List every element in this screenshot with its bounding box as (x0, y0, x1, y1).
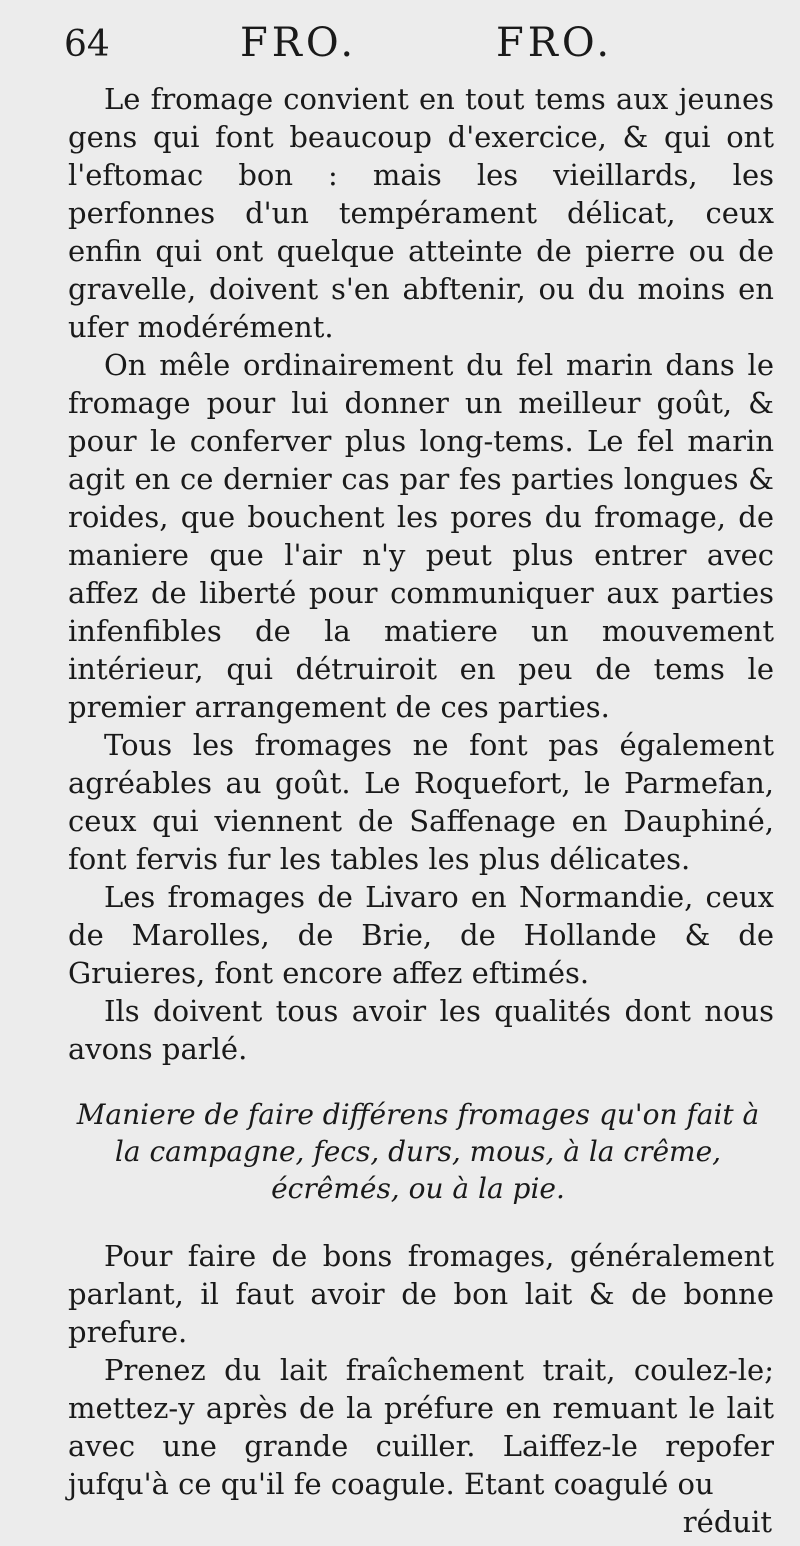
body-text-continued (68, 1237, 774, 1503)
paragraph: Le fromage convient en tout tems aux jeunes gens qui font beaucoup d'exercice, & qui ont l'eftomac bon : mais les vieillards, les perfonnes d'un tempérament délicat, ceux enfin qui ont quelque atteinte de pierre ou de gravelle, doivent s'en abftenir, ou du moins en ufer modérément. (68, 82, 774, 344)
body-text (68, 80, 774, 1068)
paragraph: Prenez du lait fraîchement trait, coulez-le; mettez-y après de la préfure en remuant le lait avec une grande cuiller. Laiffez-le repofer jufqu'à ce qu'il fe coagule. Etant coagulé ou (68, 1353, 774, 1501)
running-head-right: FRO. (496, 20, 614, 66)
paragraph: Tous les fromages ne font pas également agréables au goût. Le Roquefort, le Parmefan, ceux qui viennent de Saffenage en Dauphiné, font fervis fur les tables les plus délicates. (68, 728, 774, 876)
page-number: 64 (64, 24, 110, 65)
section-title: Maniere de faire différens fromages qu'on fait à la campagne, fecs, durs, mous, à la crême, écrêmés, ou à la pie. (76, 1098, 760, 1205)
paragraph: On mêle ordinairement du fel marin dans le fromage pour lui donner un meilleur goût, & pour le conferver plus long-tems. Le fel marin agit en ce dernier cas par fes parties longues & roides, que bouchent les pores du fromage, de maniere que l'air n'y peut plus entrer avec affez de liberté pour communiquer aux parties infenfibles de la matiere un mouvement intérieur, qui détruiroit en peu de tems le premier arrangement de ces parties. (68, 348, 774, 724)
paragraph: Les fromages de Livaro en Normandie, ceux de Marolles, de Brie, de Hollande & de Gruieres, font encore affez eftimés. (68, 880, 774, 990)
paragraph: Pour faire de bons fromages, généralement parlant, il faut avoir de bon lait & de bonne prefure. (68, 1239, 774, 1349)
paragraph: Ils doivent tous avoir les qualités dont nous avons parlé. (68, 994, 774, 1066)
catchword: réduit (682, 1505, 772, 1539)
running-head-left: FRO. (240, 20, 358, 66)
running-head (64, 18, 774, 80)
